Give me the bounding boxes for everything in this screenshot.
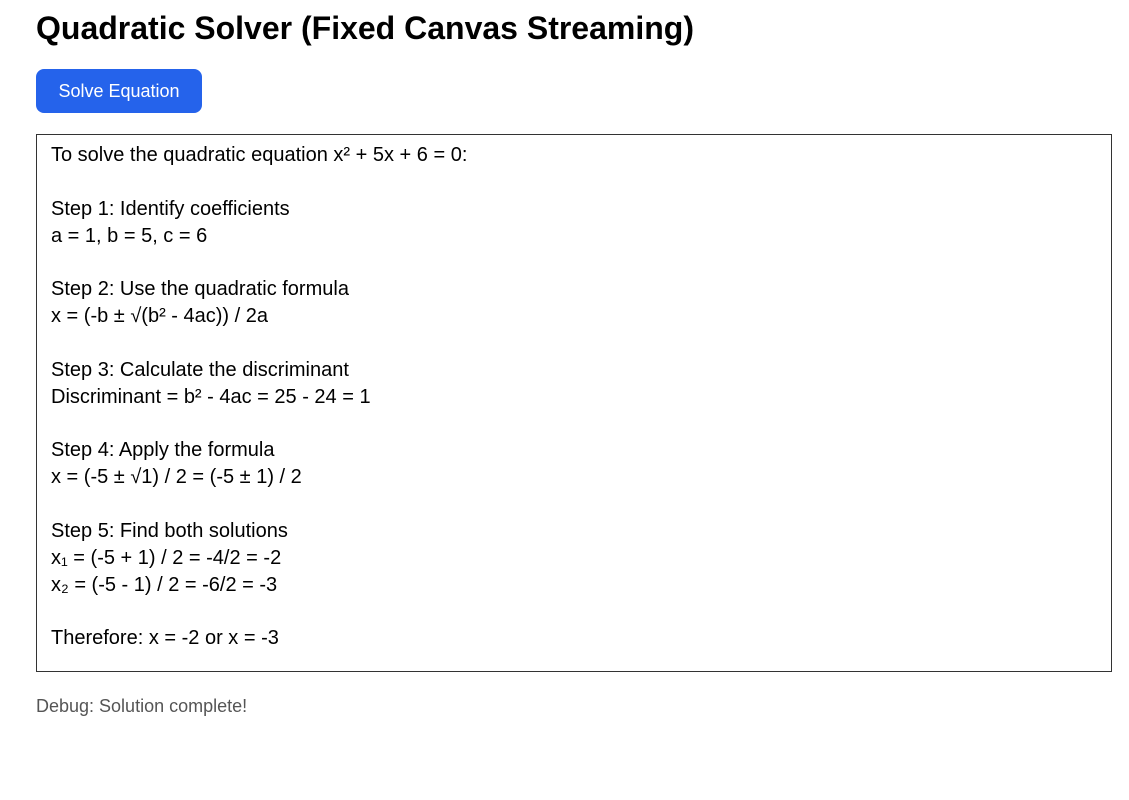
solution-intro-line: To solve the quadratic equation x² + 5x + 6 = 0: <box>51 144 468 166</box>
step-5-solution-2: x₂ = (-5 - 1) / 2 = -6/2 = -3 <box>51 574 278 596</box>
debug-status-text: Debug: Solution complete! <box>36 696 248 716</box>
step-4-heading: Step 4: Apply the formula <box>51 439 275 461</box>
solution-canvas <box>36 134 1112 672</box>
solve-equation-button[interactable]: Solve Equation <box>36 69 202 113</box>
step-5-heading: Step 5: Find both solutions <box>51 520 288 542</box>
step-2-detail: x = (-b ± √(b² - 4ac)) / 2a <box>51 305 269 327</box>
step-4-detail: x = (-5 ± √1) / 2 = (-5 ± 1) / 2 <box>51 466 302 488</box>
page-title: Quadratic Solver (Fixed Canvas Streaming) <box>36 10 694 46</box>
final-answer-line: Therefore: x = -2 or x = -3 <box>51 627 279 649</box>
step-1-heading: Step 1: Identify coefficients <box>51 198 290 220</box>
step-3-detail: Discriminant = b² - 4ac = 25 - 24 = 1 <box>51 386 371 408</box>
step-3-heading: Step 3: Calculate the discriminant <box>51 359 349 381</box>
step-5-solution-1: x₁ = (-5 + 1) / 2 = -4/2 = -2 <box>51 547 282 569</box>
step-1-detail: a = 1, b = 5, c = 6 <box>51 225 208 247</box>
step-2-heading: Step 2: Use the quadratic formula <box>51 278 349 300</box>
